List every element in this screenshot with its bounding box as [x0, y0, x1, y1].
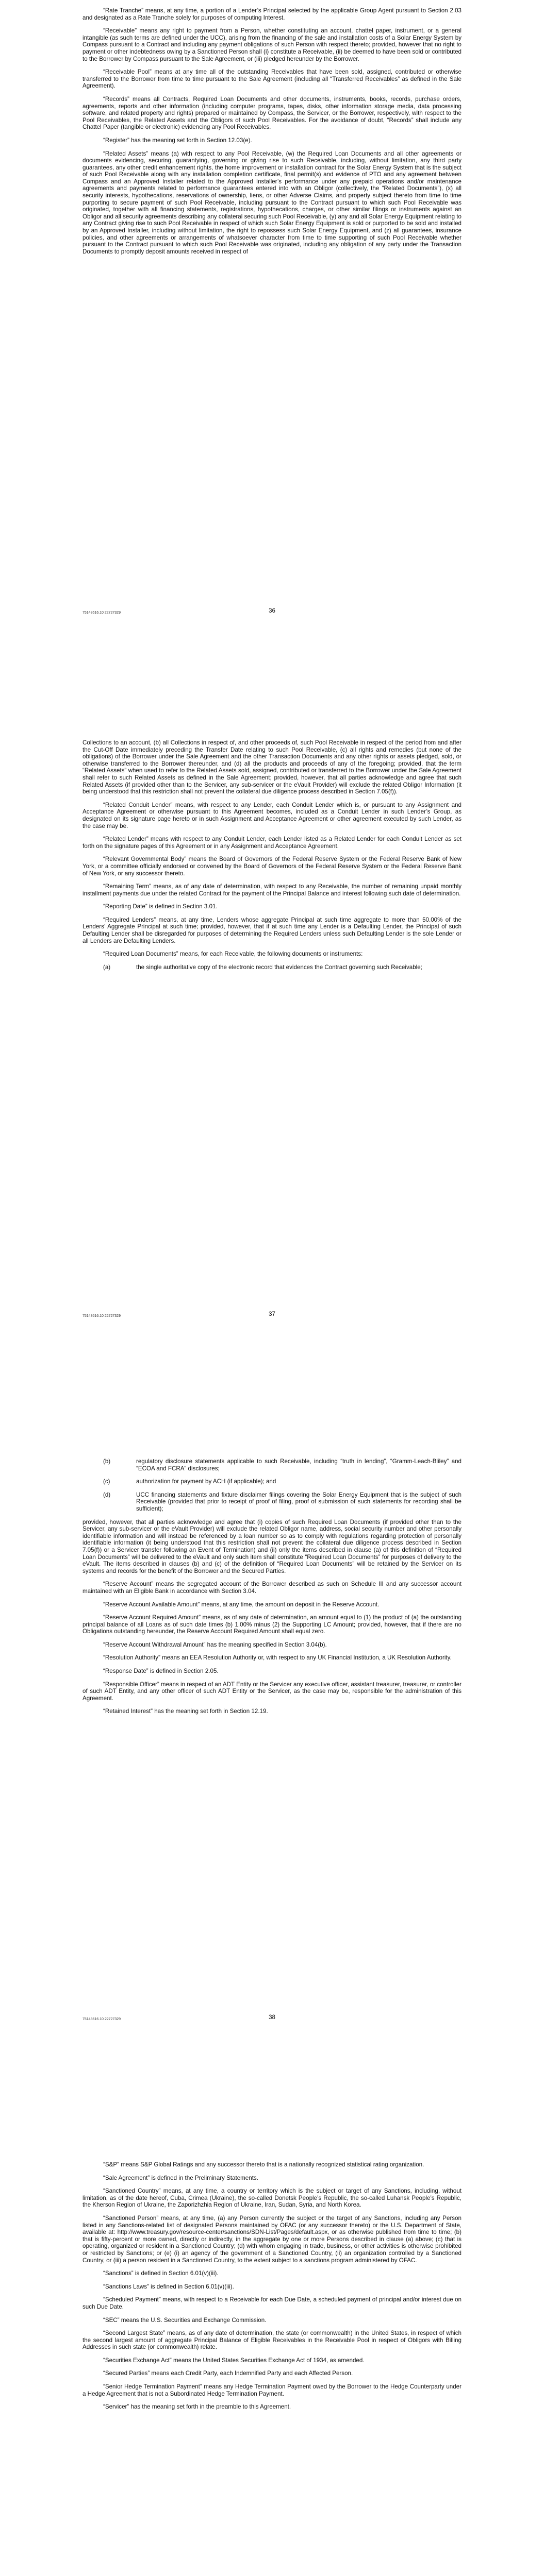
definition-servicer: “Servicer” has the meaning set forth in the preamble to this Agreement.: [103, 2403, 291, 2411]
list-item-label: (c): [103, 1478, 110, 1485]
list-item: [83, 1458, 461, 1472]
required-loan-documents-proviso: provided, however, that all parties acknowledge and agree that (i) copies of such Required Loan Documents (if provided other than to the Servicer, any sub-servicer or the eVault Provider) will exclude the related Obligor name, address, social security number and other personally identifiable information and will instead be referenced by a loan number so as to comply with regulations regarding protection of personally identifiable information (it being understood that this restriction shall not prevent the collateral due diligence process described in Section 7.05(f)) or a Servicer transfer following an Event of Termination) and (ii) only the items described in clause (a) of this definition of “Required Loan Documents” will be delivered to the eVault and only such item shall constitute “Required Loan Documents” for purposes of delivery to the eVault. The items described in clauses (b) and (c) of the definition of “Required Loan Documents” will be retained by the Servicer on its systems and records for the benefit of the Borrower and the Secured Parties.: [83, 1518, 461, 1574]
definition-secured-parties: “Secured Parties” means each Credit Party, each Indemnified Party and each Affected Person.: [103, 2370, 353, 2377]
definition-receivable-pool: “Receivable Pool” means at any time all of the outstanding Receivables that have been sold, assigned, contributed or otherwise transferred to the Borrower from time to time pursuant to the Sale Agreement (including all “Transferred Receivables” as defined in the Sale Agreement).: [83, 69, 461, 90]
list-item-text: authorization for payment by ACH (if applicable); and: [136, 1478, 276, 1485]
definition-sanctioned-person: “Sanctioned Person” means, at any time, (a) any Person currently the subject or the target of any Sanctions, including any Person listed in any Sanctions-related list of designated Persons maintained by OFAC (or any successor thereto) or the U.S. Department of State, available at: http://www.treasury.gov/resource-center/sanctions/SDN-List/Pages/default.aspx, or as otherwise published from time to time; (b) that is fifty-percent or more owned, directly or indirectly, in the aggregate by one or more Persons described in clause (a) above; (c) that is operating, organized or resident in a Sanctioned Country; (d) with whom engaging in trade, business, or other activities is otherwise prohibited or restricted by Sanctions; or (e) (i) an agency of the government of a Sanctioned Country, (ii) an organization controlled by a Sanctioned Country, or (iii) a person resident in a Sanctioned Country, to the extent subject to a sanctions program administered by OFAC.: [83, 2214, 461, 2264]
page-body: [83, 1458, 461, 1715]
definition-register: “Register” has the meaning set forth in Section 12.03(e).: [103, 137, 252, 144]
page-number: 36: [269, 608, 275, 614]
footer-doc-id: 75148616.10 22727329: [83, 2018, 121, 2021]
definition-related-conduit-lender: “Related Conduit Lender” means, with respect to any Lender, each Conduit Lender which is, or pursuant to any Assignment and Acceptance Agreement or otherwise pursuant to this Agreement becomes, included as a Conduit Lender in such Lender’s Group, as designated on its signature page hereto or in such Assignment and Acceptance Agreement or other agreement executed by such Lender, as the case may be.: [83, 801, 461, 829]
definition-required-lenders: “Required Lenders” means, at any time, Lenders whose aggregate Principal at such time aggregate to more than 50.00% of the Lenders’ Aggregate Principal at such time; provided, however, that if at such time any Lender is a Defaulting Lender, the Principal of such Defaulting Lender shall be disregarded for purposes of determining the Required Lenders unless such Defaulting Lender is the sole Lender or all Lenders are Defaulting Lenders.: [83, 916, 461, 944]
definition-responsible-officer: “Responsible Officer” means in respect of an ADT Entity or the Servicer any executive officer, assistant treasurer, treasurer, or controller of such ADT Entity, and any other officer of such ADT Entity or the Servicer, as the case may be, responsible for the administration of this Agreement.: [83, 1681, 461, 1702]
list-item-label: (b): [103, 1458, 111, 1465]
list-item-text: the single authoritative copy of the electronic record that evidences the Contract governing such Receivable;: [136, 963, 422, 971]
document-page-36: [0, 0, 544, 703]
list-item-label: (a): [103, 963, 111, 971]
document-page-38: [0, 1406, 544, 2110]
footer-doc-id: 75148616.10 22727329: [83, 611, 121, 615]
footer-doc-id: 75148616.10 22727329: [83, 1314, 121, 1318]
document-page-39: [0, 2110, 544, 2576]
definition-retained-interest: “Retained Interest” has the meaning set forth in Section 12.19.: [103, 1708, 268, 1715]
definition-securities-exchange-act: “Securities Exchange Act” means the United States Securities Exchange Act of 1934, as amended.: [103, 2357, 365, 2364]
list-item: [83, 1492, 461, 1513]
definition-reserve-account-required-amount: “Reserve Account Required Amount” means, as of any date of determination, an amount equal to (1) the product of (a) the outstanding principal balance of all Loans as of such date times (b) 1.00% minus (2) the Supporting LC Amount; provided, however, that if there are no Obligations outstanding hereunder, the Reserve Account Required Amount shall equal zero.: [83, 1614, 461, 1635]
page-footer: [83, 1311, 461, 1321]
definition-reserve-account-withdrawal-amount: “Reserve Account Withdrawal Amount” has the meaning specified in Section 3.04(b).: [103, 1641, 327, 1648]
definition-scheduled-payment: “Scheduled Payment” means, with respect to a Receivable for each Due Date, a scheduled payment of principal and/or interest due on such Due Date.: [83, 2296, 461, 2310]
list-item-text: UCC financing statements and fixture disclaimer filings covering the Solar Energy Equipment that is the subject of such Receivable (provided that prior to receipt of proof of filing, proof of submission of such statements for recording shall be sufficient);: [136, 1491, 461, 1512]
page-number: 38: [269, 2014, 275, 2021]
definition-rate-tranche: “Rate Tranche” means, at any time, a portion of a Lender’s Principal selected by the applicable Group Agent pursuant to Section 2.03 and designated as a Rate Tranche solely for purposes of computing Interest.: [83, 7, 461, 21]
page-number: 37: [269, 1311, 275, 1317]
definition-sec: “SEC” means the U.S. Securities and Exchange Commission.: [103, 2316, 267, 2324]
page-body: [83, 739, 461, 971]
definition-sanctioned-country: “Sanctioned Country” means, at any time, a country or territory which is the subject or target of any Sanctions, including, without limitation, as of the date hereof, Cuba, Crimea (Ukraine), the so-called Donetsk People’s Republic, the so-called Luhansk People’s Republic, the Kherson Region of Ukraine, the Zaporizhzhia Region of Ukraine, Iran, Sudan, Syria, and North Korea.: [83, 2188, 461, 2209]
definition-related-lender: “Related Lender” means with respect to any Conduit Lender, each Lender listed as a Related Lender for each Conduit Lender as set forth on the signature pages of this Agreement or in any Assignment and Acceptance Agreement.: [83, 836, 461, 850]
definition-receivable: “Receivable” means any right to payment from a Person, whether constituting an account, chattel paper, instrument, or a general intangible (as such terms are defined under the UCC), arising from the financing of the sale and installation costs of a Solar Energy System by Compass pursuant to a Contract and including any payment obligations of such Person with respect thereto; provided, however that no right to payment or other indebtedness owing by a Sanctioned Person shall (i) constitute a Receivable, (ii) be deemed to have been sold or contributed to the Borrower by Compass pursuant to the Sale Agreement, or (iii) pledged hereunder by the Borrower.: [83, 27, 461, 62]
definition-related-assets: “Related Assets” means (a) with respect to any Pool Receivable, (w) the Required Loan Documents and all other agreements or documents evidencing, securing, guarantying, governing or giving rise to such Receivable, including, without limitation, any third party guarantees, any other credit enhancement rights, the home improvement or installation contract for the Solar Energy System that is the subject of such Pool Receivable along with any installation completion certificate, final permit(s) and evidence of PTO and any agreement between Compass and an Approved Installer related to the Approved Installer’s performance under any prepaid operations and/or maintenance agreements and payments related to performance guarantees entered into with an Obligor (collectively, the “Related Documents”), (x) all security interests, hypothecations, reservations of ownership, liens, or other Adverse Claims, and property subject thereto from time to time purporting to secure payment of such Pool Receivable, including pursuant to the Contract pursuant to which such Pool Receivable was originated, together with all financing statements, registrations, hypothecations, charges, or other similar filings or instruments against an Obligor and all security agreements describing any collateral securing such Pool Receivable, (y) any and all Solar Energy Equipment relating to any Contract giving rise to such Pool Receivable in respect of which such Solar Energy Equipment is sold or purported to be sold and installed by an Approved Installer, including without limitation, the right to repossess such Solar Energy Equipment, and (z) all guarantees, insurance policies, and other agreements or arrangements of whatsoever character from time to time supporting of such Pool Receivable whether pursuant to the Contract pursuant to which such Pool Receivable was originated, including any obligation of any party under the Transaction Documents to promptly deposit amounts received in respect of: [83, 150, 461, 255]
page-body: [83, 7, 461, 255]
list-item: [83, 964, 461, 971]
definition-reserve-account-available-amount: “Reserve Account Available Amount” means, at any time, the amount on deposit in the Reserve Account.: [103, 1601, 380, 1608]
definition-records: “Records” means all Contracts, Required Loan Documents and other documents, instruments, books, records, purchase orders, agreements, reports and other information (including computer programs, tapes, disks, other information storage media, data processing software, and related property and rights) prepared or maintained by Compass, the Servicer, or the Borrower, respectively, with respect to the Pool Receivables, the Related Assets and the Obligors of such Pool Receivables. For the avoidance of doubt, “Records” shall include any Chattel Paper (tangible or electronic) evidencing any Pool Receivables.: [83, 95, 461, 131]
definition-remaining-term: “Remaining Term” means, as of any date of determination, with respect to any Receivable, the number of remaining unpaid monthly installment payments due under the related Contract for the payment of the Principal Balance and interest following such date of determination.: [83, 883, 461, 897]
definition-second-largest-state: “Second Largest State” means, as of any date of determination, the state (or commonwealth) in the United States, in respect of which the second largest amount of aggregate Principal Balance of Eligible Receivables in the Receivable Pool in respect of Obligors with Billing Addresses in such state (or commonwealth) relate.: [83, 2330, 461, 2351]
page-body: [83, 2161, 461, 2411]
definition-s-and-p: “S&P” means S&P Global Ratings and any successor thereto that is a nationally recognized statistical rating organization.: [103, 2161, 424, 2168]
definition-required-loan-documents: “Required Loan Documents” means, for each Receivable, the following documents or instruments:: [103, 951, 363, 958]
list-item: [83, 1478, 461, 1485]
list-item-label: (d): [103, 1491, 111, 1498]
definition-sanctions: “Sanctions” is defined in Section 6.01(v)(iii).: [103, 2270, 219, 2277]
page-footer: [83, 2014, 461, 2025]
related-assets-continued: Collections to an account, (b) all Collections in respect of, and other proceeds of, such Pool Receivable in respect of the period from and after the Cut-Off Date immediately preceding the Transfer Date relating to such Pool Receivable, (c) all rights and remedies (but none of the obligations) of the Borrower under the Sale Agreement and the other Transaction Documents and any other rights or assets pledged, sold, or otherwise transferred to the Borrower thereunder, and (d) all the products and proceeds of any of the foregoing; provided, that the term “Related Assets” when used to refer to the Related Assets sold, assigned, contributed or transferred to the Borrower under the Sale Agreement shall refer to such Related Assets as defined in the Sale Agreement; provided, however, that all parties acknowledge and agree that such Related Assets (if provided other than to the Servicer, any sub-servicer or the eVault Provider) will exclude the related Obligor Information (it being understood that this restriction shall not prevent the collateral due diligence process described in Section 7.05(f)).: [83, 739, 461, 795]
definition-reporting-date: “Reporting Date” is defined in Section 3.01.: [103, 903, 218, 910]
list-item-text: regulatory disclosure statements applicable to such Receivable, including “truth in lending”, “Gramm-Leach-Bliley” and “ECOA and FCRA” disclosures;: [136, 1458, 461, 1472]
definition-response-date: “Response Date” is defined in Section 2.05.: [103, 1668, 219, 1675]
definition-senior-hedge-termination-payment: “Senior Hedge Termination Payment” means any Hedge Termination Payment owed by the Borrower to the Hedge Counterparty under a Hedge Agreement that is not a Subordinated Hedge Termination Payment.: [83, 2383, 461, 2397]
definition-sanctions-laws: “Sanctions Laws” is defined in Section 6.01(v)(iii).: [103, 2283, 234, 2290]
definition-resolution-authority: “Resolution Authority” means an EEA Resolution Authority or, with respect to any UK Financial Institution, a UK Resolution Authority.: [103, 1654, 452, 1662]
definition-relevant-governmental-body: “Relevant Governmental Body” means the Board of Governors of the Federal Reserve System or the Federal Reserve Bank of New York, or a committee officially endorsed or convened by the Board of Governors of the Federal Reserve System or the Federal Reserve Bank of New York, or any successor thereto.: [83, 856, 461, 877]
page-footer: [83, 608, 461, 618]
definition-reserve-account: “Reserve Account” means the segregated account of the Borrower described as such on Schedule III and any successor account maintained with an Eligible Bank in accordance with Section 3.04.: [83, 1581, 461, 1595]
definition-sale-agreement: “Sale Agreement” is defined in the Preliminary Statements.: [103, 2174, 258, 2181]
document-page-37: [0, 703, 544, 1406]
